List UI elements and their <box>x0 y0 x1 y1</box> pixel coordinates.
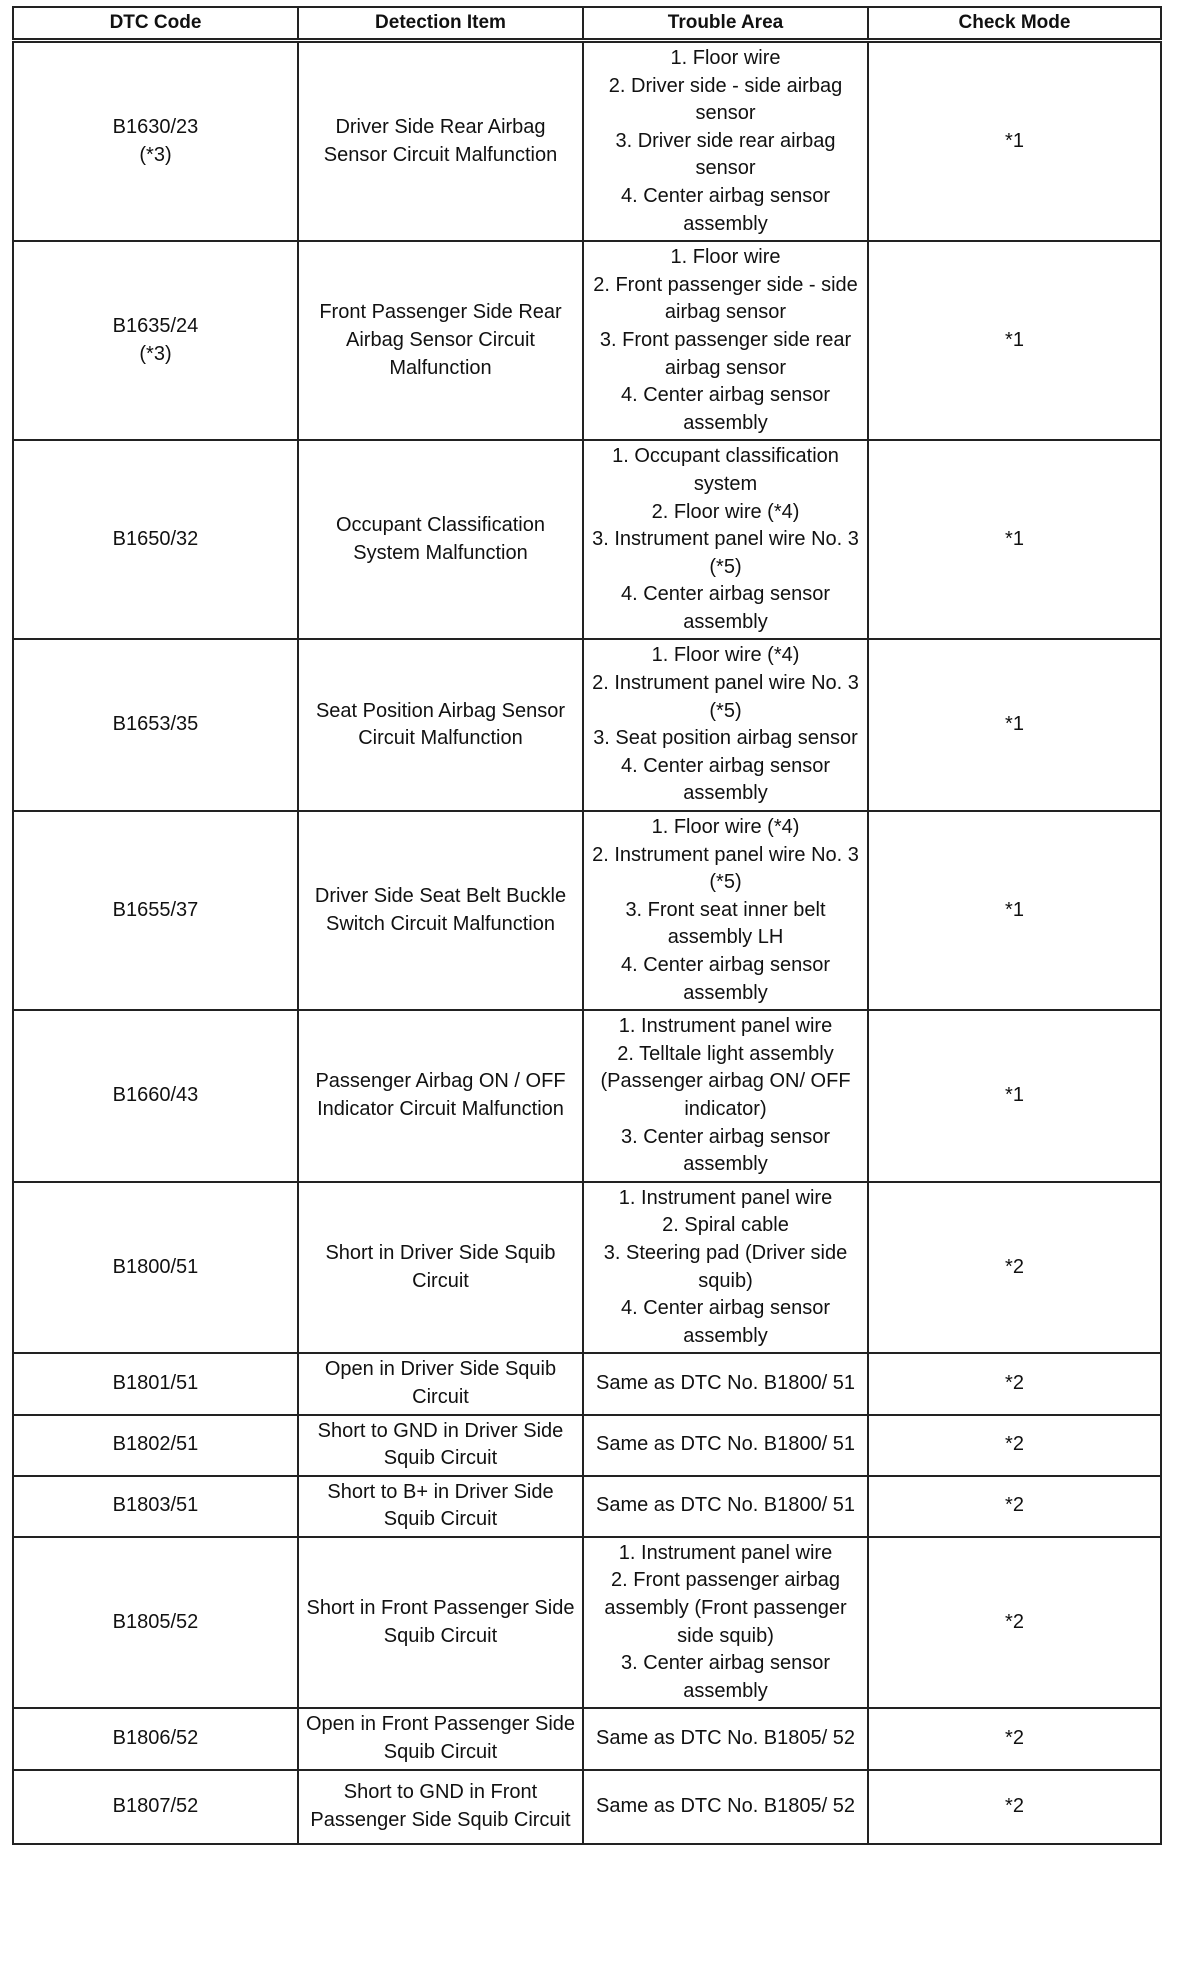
header-dtc-code: DTC Code <box>13 7 298 41</box>
trouble-area-cell <box>583 1770 868 1844</box>
table-row <box>13 1415 1161 1476</box>
trouble-area-item: 3. Center airbag sensor assembly <box>620 1652 830 1702</box>
trouble-area-item: 3. Center airbag sensor assembly <box>620 1125 830 1176</box>
table-row <box>13 811 1161 1010</box>
table-row <box>13 1770 1161 1844</box>
dtc-code-cell <box>13 1708 298 1769</box>
dtc-code-text: B1635/24 <box>112 315 199 338</box>
dtc-code-cell <box>13 811 298 1010</box>
dtc-code-cell <box>13 1537 298 1709</box>
table-row <box>13 241 1161 440</box>
dtc-code-text: B1801/51 <box>112 1372 199 1395</box>
detection-item-cell: Driver Side Rear Airbag Sensor Circuit Malfunction <box>298 41 583 242</box>
dtc-code-text: B1807/52 <box>112 1794 199 1817</box>
check-mode-cell: *2 <box>868 1708 1161 1769</box>
check-mode-cell: *1 <box>868 811 1161 1010</box>
dtc-code-cell <box>13 1770 298 1844</box>
trouble-area-item: 3. Front passenger side rear airbag sensor <box>599 328 852 379</box>
trouble-area-cell <box>583 1182 868 1354</box>
dtc-table-container <box>12 6 1160 1845</box>
trouble-area-item: 2. Telltale light assembly (Passenger airbag ON/ OFF indicator) <box>600 1042 851 1120</box>
trouble-area-item: 2. Spiral cable <box>662 1214 789 1237</box>
trouble-area-cell <box>583 440 868 639</box>
table-row <box>13 440 1161 639</box>
check-mode-cell: *2 <box>868 1353 1161 1414</box>
trouble-area-item: 1. Floor wire (*4) <box>651 644 800 667</box>
dtc-code-text: B1806/52 <box>112 1727 199 1750</box>
check-mode-cell: *1 <box>868 440 1161 639</box>
dtc-code-cell <box>13 1182 298 1354</box>
dtc-code-text: B1800/51 <box>112 1255 199 1278</box>
check-mode-cell: *2 <box>868 1537 1161 1709</box>
check-mode-cell: *1 <box>868 241 1161 440</box>
trouble-area-item: Same as DTC No. B1805/ 52 <box>595 1794 855 1817</box>
trouble-area-item: 4. Center airbag sensor assembly <box>620 954 830 1004</box>
dtc-code-cell <box>13 241 298 440</box>
trouble-area-item: Same as DTC No. B1805/ 52 <box>595 1727 855 1750</box>
detection-item-cell: Passenger Airbag ON / OFF Indicator Circuit Malfunction <box>298 1010 583 1182</box>
table-row <box>13 41 1161 242</box>
trouble-area-item: 1. Instrument panel wire <box>618 1186 833 1209</box>
table-body <box>13 41 1161 1844</box>
dtc-code-text: B1803/51 <box>112 1494 199 1517</box>
trouble-area-item: 1. Occupant classification system <box>612 445 839 495</box>
detection-item-cell: Open in Driver Side Squib Circuit <box>298 1353 583 1414</box>
detection-item-cell: Short to GND in Driver Side Squib Circuit <box>298 1415 583 1476</box>
trouble-area-cell <box>583 1010 868 1182</box>
dtc-code-text: B1802/51 <box>112 1433 199 1456</box>
table-row <box>13 1182 1161 1354</box>
table-row <box>13 639 1161 811</box>
dtc-code-text: (*3) <box>139 143 172 166</box>
check-mode-cell: *2 <box>868 1182 1161 1354</box>
trouble-area-cell <box>583 811 868 1010</box>
dtc-table <box>12 6 1162 1845</box>
dtc-code-text: (*3) <box>139 342 172 365</box>
trouble-area-item: 4. Center airbag sensor assembly <box>620 583 830 633</box>
trouble-area-cell <box>583 1476 868 1537</box>
trouble-area-item: Same as DTC No. B1800/ 51 <box>595 1433 855 1456</box>
dtc-code-text: B1630/23 <box>112 115 199 138</box>
dtc-code-cell <box>13 1010 298 1182</box>
header-row <box>13 7 1161 41</box>
trouble-area-cell <box>583 1537 868 1709</box>
dtc-code-cell <box>13 440 298 639</box>
trouble-area-item: 2. Front passenger side - side airbag sensor <box>593 273 858 324</box>
detection-item-cell: Occupant Classification System Malfunction <box>298 440 583 639</box>
detection-item-cell: Seat Position Airbag Sensor Circuit Malfunction <box>298 639 583 811</box>
dtc-code-text: B1660/43 <box>112 1084 199 1107</box>
trouble-area-item: 2. Floor wire (*4) <box>651 500 800 523</box>
dtc-code-cell <box>13 1415 298 1476</box>
trouble-area-item: 2. Instrument panel wire No. 3 (*5) <box>592 843 859 894</box>
header-detection-item: Detection Item <box>298 7 583 41</box>
dtc-code-cell <box>13 639 298 811</box>
trouble-area-item: Same as DTC No. B1800/ 51 <box>595 1372 855 1395</box>
table-row <box>13 1353 1161 1414</box>
trouble-area-item: 3. Steering pad (Driver side squib) <box>603 1241 848 1292</box>
detection-item-cell: Short to GND in Front Passenger Side Squib Circuit <box>298 1770 583 1844</box>
check-mode-cell: *2 <box>868 1476 1161 1537</box>
check-mode-cell: *1 <box>868 41 1161 242</box>
detection-item-cell: Short to B+ in Driver Side Squib Circuit <box>298 1476 583 1537</box>
trouble-area-item: 4. Center airbag sensor assembly <box>620 1297 830 1347</box>
trouble-area-item: 2. Front passenger airbag assembly (Front passenger side squib) <box>604 1569 847 1647</box>
check-mode-cell: *2 <box>868 1770 1161 1844</box>
trouble-area-item: 1. Floor wire (*4) <box>651 816 800 839</box>
check-mode-cell: *1 <box>868 1010 1161 1182</box>
dtc-code-text: B1805/52 <box>112 1610 199 1633</box>
detection-item-cell: Open in Front Passenger Side Squib Circuit <box>298 1708 583 1769</box>
header-check-mode: Check Mode <box>868 7 1161 41</box>
detection-item-cell: Short in Driver Side Squib Circuit <box>298 1182 583 1354</box>
trouble-area-cell <box>583 1708 868 1769</box>
table-row <box>13 1010 1161 1182</box>
dtc-code-text: B1655/37 <box>112 898 199 921</box>
trouble-area-item: 3. Seat position airbag sensor <box>593 727 858 750</box>
header-trouble-area: Trouble Area <box>583 7 868 41</box>
trouble-area-cell <box>583 1415 868 1476</box>
trouble-area-item: 2. Driver side - side airbag sensor <box>608 74 843 125</box>
trouble-area-cell <box>583 41 868 242</box>
dtc-code-cell <box>13 41 298 242</box>
trouble-area-item: 3. Driver side rear airbag sensor <box>615 129 836 180</box>
dtc-code-cell <box>13 1353 298 1414</box>
trouble-area-item: 1. Floor wire <box>670 47 781 69</box>
detection-item-cell: Driver Side Seat Belt Buckle Switch Circuit Malfunction <box>298 811 583 1010</box>
dtc-code-text: B1653/35 <box>112 713 199 736</box>
table-row <box>13 1476 1161 1537</box>
check-mode-cell: *1 <box>868 639 1161 811</box>
trouble-area-item: 3. Front seat inner belt assembly LH <box>625 898 826 949</box>
detection-item-cell: Short in Front Passenger Side Squib Circuit <box>298 1537 583 1709</box>
trouble-area-item: 4. Center airbag sensor assembly <box>620 384 830 434</box>
trouble-area-item: 3. Instrument panel wire No. 3 (*5) <box>592 528 859 578</box>
trouble-area-item: 2. Instrument panel wire No. 3 (*5) <box>592 672 859 722</box>
trouble-area-cell <box>583 1353 868 1414</box>
trouble-area-cell <box>583 639 868 811</box>
trouble-area-item: 1. Instrument panel wire <box>618 1541 833 1564</box>
dtc-code-text: B1650/32 <box>112 528 199 551</box>
trouble-area-item: Same as DTC No. B1800/ 51 <box>595 1494 855 1517</box>
trouble-area-cell <box>583 241 868 440</box>
check-mode-cell: *2 <box>868 1415 1161 1476</box>
trouble-area-item: 1. Instrument panel wire <box>618 1015 833 1038</box>
trouble-area-item: 1. Floor wire <box>670 246 781 269</box>
trouble-area-item: 4. Center airbag sensor assembly <box>620 754 830 805</box>
dtc-code-cell <box>13 1476 298 1537</box>
table-row <box>13 1537 1161 1709</box>
table-row <box>13 1708 1161 1769</box>
trouble-area-item: 4. Center airbag sensor assembly <box>620 184 830 235</box>
detection-item-cell: Front Passenger Side Rear Airbag Sensor Circuit Malfunction <box>298 241 583 440</box>
